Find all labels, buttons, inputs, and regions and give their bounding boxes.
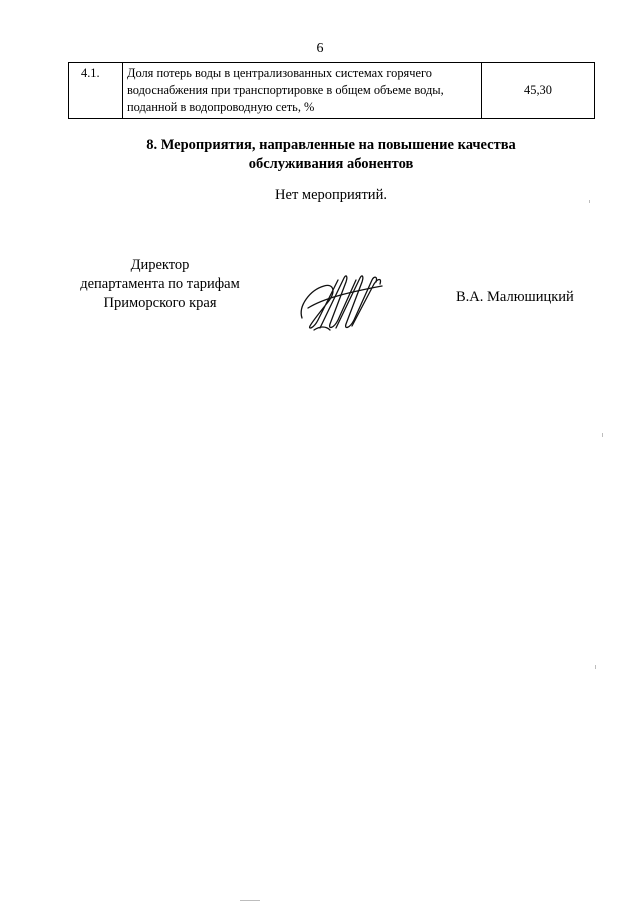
scan-speck — [589, 200, 590, 203]
section-title-line: обслуживания абонентов — [248, 156, 414, 172]
table-row — [69, 63, 595, 119]
handwritten-signature — [290, 268, 390, 336]
row-number-cell: 4.1. — [69, 63, 123, 119]
signatory-position — [60, 256, 260, 313]
scan-speck — [240, 900, 260, 901]
position-line: Директор — [130, 257, 190, 273]
description-line: Доля потерь воды в централизованных системах горячего — [127, 66, 432, 80]
description-line: поданной в водопроводную сеть, % — [127, 100, 315, 114]
indicators-table — [68, 62, 595, 119]
row-value-cell: 45,30 — [482, 63, 595, 119]
description-line: водоснабжения при транспортировке в общем объеме воды, — [127, 83, 444, 97]
section-body: Нет мероприятий. — [275, 187, 387, 203]
signer-name: В.А. Малюшицкий — [456, 289, 574, 305]
section-title — [0, 136, 640, 174]
section-title-line: 8. Мероприятия, направленные на повышение качества — [146, 137, 516, 153]
position-line: Приморского края — [103, 295, 217, 311]
page-number: 6 — [316, 41, 324, 56]
scan-speck — [595, 665, 596, 669]
scan-speck — [602, 433, 603, 437]
position-line: департамента по тарифам — [80, 276, 240, 292]
row-description-cell — [123, 63, 482, 119]
